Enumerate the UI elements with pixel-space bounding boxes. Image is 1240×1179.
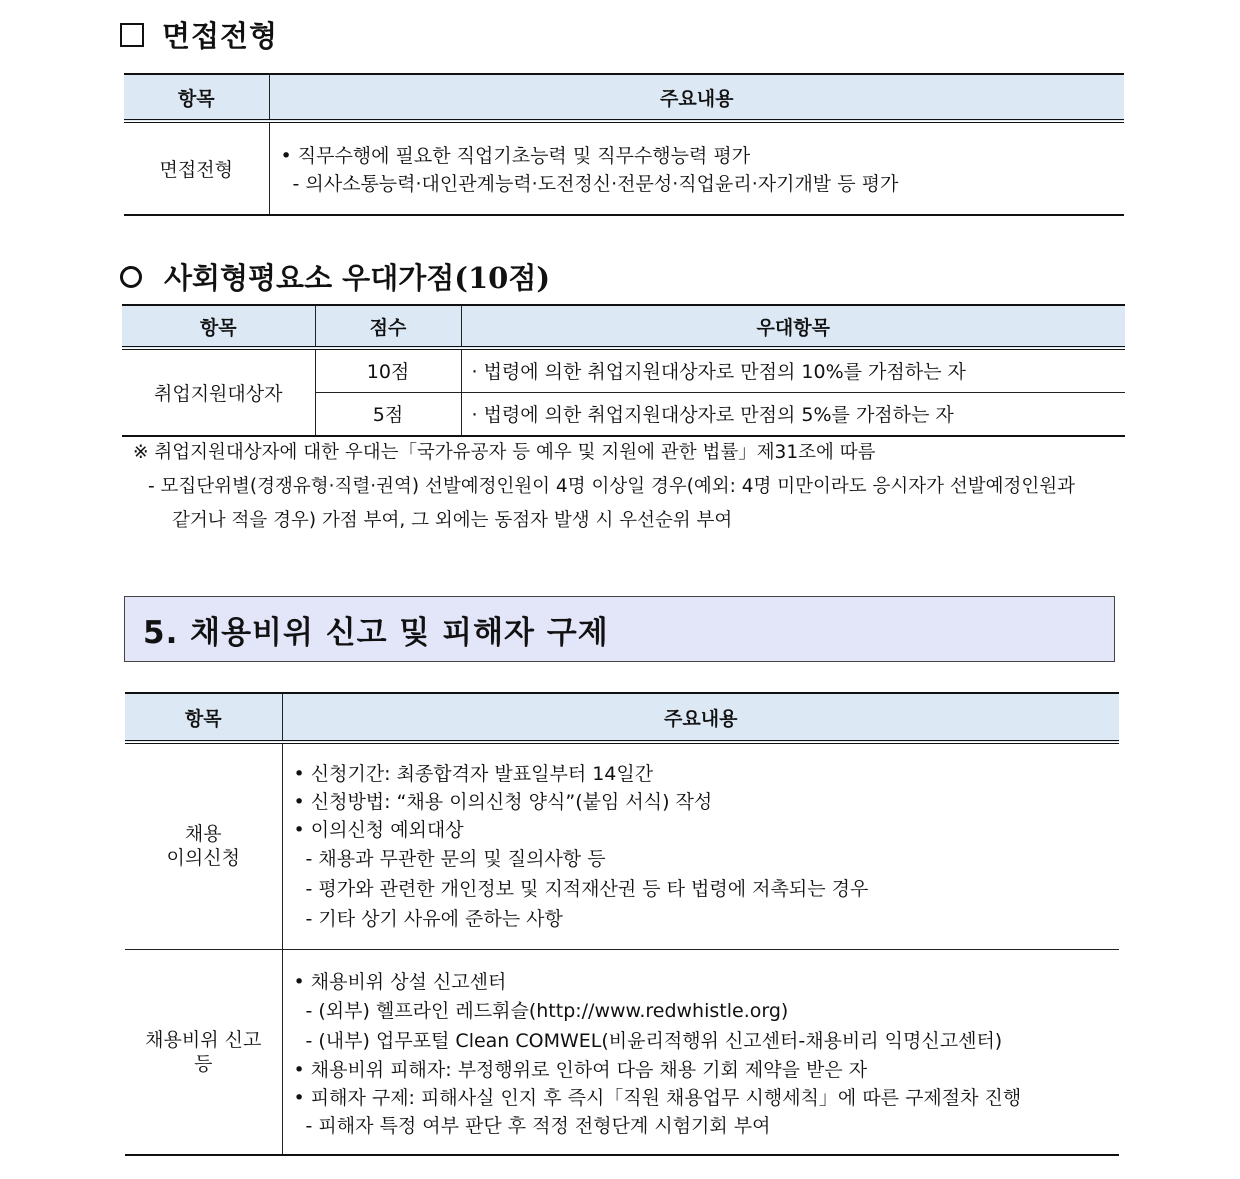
report-table (125, 692, 1119, 1156)
row-label: 면접전형 (124, 121, 269, 215)
col-header-item: 항목 (122, 305, 315, 348)
row-content (282, 742, 1119, 949)
content-line: • 신청기간: 최종합격자 발표일부터 14일간 (293, 762, 654, 785)
section-title-box (124, 596, 1115, 662)
interview-table (124, 73, 1124, 216)
row-label (125, 742, 282, 949)
row-content (282, 949, 1119, 1155)
content-line: - 의사소통능력·대인관계능력·도전정신·전문성·직업윤리·자기개발 등 평가 (292, 173, 899, 195)
row-label-line: 채용비위 신고 (145, 1028, 262, 1051)
preference-cell: · 법령에 의한 취업지원대상자로 만점의 10%를 가점하는 자 (461, 348, 1125, 392)
bonus-table (122, 304, 1125, 437)
col-header-item: 항목 (125, 693, 282, 742)
score-cell: 5점 (315, 392, 461, 436)
col-header-content: 주요내용 (282, 693, 1119, 742)
interview-heading-text: 면접전형 (162, 19, 279, 53)
score-cell: 10점 (315, 348, 461, 392)
circle-bullet-icon (120, 266, 142, 288)
content-line: - (내부) 업무포털 Clean COMWEL(비윤리적행위 신고센터-채용비리 익명신고센터) (305, 1030, 1003, 1053)
row-label: 취업지원대상자 (122, 348, 315, 436)
content-line: - 기타 상기 사유에 준하는 사항 (305, 907, 563, 930)
bonus-note: 같거나 적을 경우) 가점 부여, 그 외에는 동점자 발생 시 우선순위 부여 (172, 510, 733, 531)
col-header-content: 주요내용 (269, 74, 1124, 121)
bonus-heading (120, 256, 550, 297)
content-line: - (외부) 헬프라인 레드휘슬(http://www.redwhistle.org) (305, 1000, 789, 1023)
row-label-line: 채용 (184, 823, 222, 846)
interview-heading (120, 14, 278, 55)
row-label-line: 이의신청 (166, 847, 240, 870)
content-line: • 이의신청 예외대상 (293, 818, 464, 841)
col-header-item: 항목 (124, 74, 269, 121)
content-line: • 피해자 구제: 피해사실 인지 후 즉시「직원 채용업무 시행세칙」에 따른 구제절차 진행 (293, 1087, 1022, 1110)
bonus-heading-text: 사회형평요소 우대가점(10점) (164, 261, 551, 295)
content-line: • 직무수행에 필요한 직업기초능력 및 직무수행능력 평가 (280, 145, 751, 167)
col-header-preference: 우대항목 (461, 305, 1125, 348)
content-line: - 평가와 관련한 개인정보 및 지적재산권 등 타 법령에 저촉되는 경우 (305, 877, 869, 900)
square-bullet-icon (120, 23, 144, 47)
content-line: - 채용과 무관한 문의 및 질의사항 등 (305, 847, 606, 870)
col-header-score: 점수 (315, 305, 461, 348)
row-label-line: 등 (194, 1052, 213, 1075)
content-line: - 피해자 특정 여부 판단 후 적정 전형단계 시험기회 부여 (305, 1115, 771, 1138)
content-line: • 채용비위 피해자: 부정행위로 인하여 다음 채용 기회 제약을 받은 자 (293, 1059, 868, 1082)
row-label (125, 949, 282, 1155)
preference-cell: · 법령에 의한 취업지원대상자로 만점의 5%를 가점하는 자 (461, 392, 1125, 436)
content-line: • 채용비위 상설 신고센터 (293, 971, 507, 994)
content-line: • 신청방법: “채용 이의신청 양식”(붙임 서식) 작성 (293, 790, 713, 813)
row-content (269, 121, 1124, 215)
section-title: 5. 채용비위 신고 및 피해자 구제 (143, 614, 609, 651)
bonus-note: - 모집단위별(경쟁유형·직렬·권역) 선발예정인원이 4명 이상일 경우(예외: 4명 미만이라도 응시자가 선발예정인원과 (148, 476, 1075, 497)
bonus-note: ※ 취업지원대상자에 대한 우대는「국가유공자 등 예우 및 지원에 관한 법률」제31조에 따름 (133, 442, 876, 463)
